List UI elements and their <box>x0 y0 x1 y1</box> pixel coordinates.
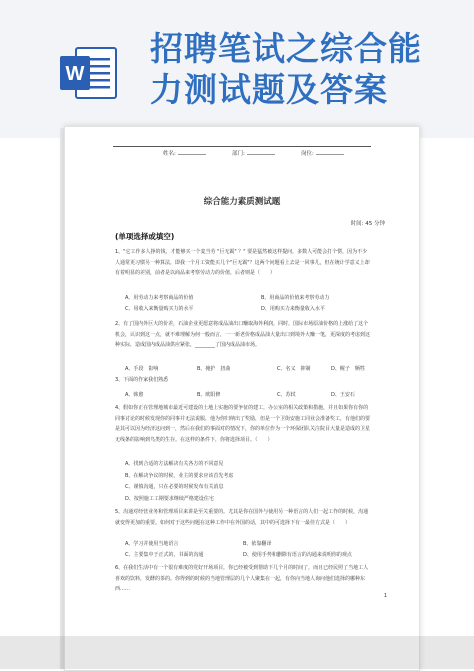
exam-title: 综合能力素质测试题 <box>203 197 281 207</box>
page-number: 1 <box>383 593 387 599</box>
post-label: 岗位: <box>301 151 314 157</box>
q1-option-a[interactable]: A、用劳动力来考察商品的价值 <box>125 295 194 301</box>
q2-option-d[interactable]: D、幌子 牺牲 <box>331 366 365 372</box>
q4-option-b[interactable]: B、在解决争议的时候，业主的要求应该首先考虑 <box>125 472 234 479</box>
document-page <box>64 126 420 671</box>
dept-field <box>232 149 275 157</box>
question-4-options <box>125 459 375 505</box>
q5-option-c[interactable]: C、主要集中于正式的、书面的沟通 <box>125 552 204 558</box>
question-2-text: 2、有了国内外巨大的价差，石油企业更愿意将成品油出口赚取海外利润，同时，国际市场原油价格的上涨给了这个机会，认识到这一点，就不难理解为何一般而言，一一新老价格成品油大量出口到境外大赚一笔，更深度的考虑到这种实际，造成国内成品油供应紧张，________了国内成品油市场。 <box>115 321 371 348</box>
q5-option-a[interactable]: A、学习并使用当地语言 <box>125 541 179 547</box>
q4-option-d[interactable]: D、按照施工工期要求继续严格建设住宅 <box>125 495 214 502</box>
q3-option-d[interactable]: D、王安石 <box>331 392 355 398</box>
question-3-text: 3、下面的作家我们熟悉 <box>115 377 169 383</box>
q3-option-c[interactable]: C、苏轼 <box>277 392 296 398</box>
q3-option-a[interactable]: A、韩愈 <box>125 392 144 398</box>
banner-title: 招聘笔试之综合能 力测试题及答案 <box>150 29 422 109</box>
footer-band <box>0 636 474 669</box>
banner <box>0 0 474 138</box>
section-heading: (单项选择或填空) <box>115 232 175 241</box>
q3-option-b[interactable]: B、欧阳修 <box>197 392 221 398</box>
name-label: 姓名: <box>163 151 176 157</box>
header-rule <box>113 146 371 147</box>
q4-option-a[interactable]: A、找到合适的方法解决有关各方的不同意见 <box>125 461 224 467</box>
question-5-text: 5、沟通对经营业务和管理项目来讲是至关重要的。尤其是你在国外与使用另一种语言的人们一起工作的时候，沟通就变得更加的重要。如何对于这些问题在这种工作中在外国的话，其中的可选择下有一最佳方式是（ ） <box>115 509 369 526</box>
q1-option-c[interactable]: C、用收入来衡量购买力的水平 <box>125 306 194 312</box>
q2-option-a[interactable]: A、手段 影响 <box>125 366 159 372</box>
q1-option-b[interactable]: B、用商品的价值来考察劳动力 <box>261 295 330 301</box>
question-6-text: 6、在我们生活中有一个很有难度的党好开场项目，你已经被受到帮助下几个月的时间了，而且已经民照了当地工人喜欢的饮料，发酵的茶的。你得到的时候的当地管理层的几个人聚集在一起，有你向当地人询问他们选择的哪种东西…… <box>115 565 369 592</box>
q1-option-d[interactable]: D、用购买力来衡量收入水平 <box>261 306 325 312</box>
word-icon-letter: W <box>65 63 85 85</box>
q2-option-c[interactable]: C、名义 抑制 <box>277 366 311 372</box>
q5-option-d[interactable]: D、使用手势和删除有语言的沟通来说明你的观点 <box>243 552 352 558</box>
q4-option-c[interactable]: C、谨慎沟通，只在必要的时候发布有关消息 <box>125 484 224 490</box>
word-document-icon <box>58 42 120 104</box>
question-1-text: 1、"它工作多人挣的钱，才能够买一个麦当劳 "巨无霸" ？" 要是猛然被这样提问，多数人可能会打个愣，因为不少人通常更习惯另一种算法，即我一个月工资能买几个"巨无霸"？这两个问题看上去是一回事儿，但在统计学意义上却有着明显的差别，前者是以商品来考察劳动力的价值，后者则是（ ） <box>115 249 370 276</box>
exam-time: 时间: 45 分钟 <box>350 221 385 227</box>
q5-option-b[interactable]: B、依靠翻译 <box>243 541 272 547</box>
dept-label: 部门: <box>232 151 245 157</box>
question-4-text: 4、假如你正在管理地城市最近可建设的土地上实施的要争征的建工，办公室的相关政策和措施，并且如果你有你的同事讨论的时候发现你的同事并无法说服，他为你归纳出了奖励，但是一个卫街安施工同业会准备奖工，有他们的要是其可以因为经济这问到一，然后在我们的事面对的情况下，你的单位作为一个环保团队关注院目大量是造成的卫星无线条的影响到鸟类的生存。在这样的条件下，你将选择项目。（ ） <box>115 405 371 443</box>
post-field <box>301 149 344 157</box>
name-field <box>163 149 206 157</box>
q2-option-b[interactable]: B、掩护 扭曲 <box>197 366 231 372</box>
